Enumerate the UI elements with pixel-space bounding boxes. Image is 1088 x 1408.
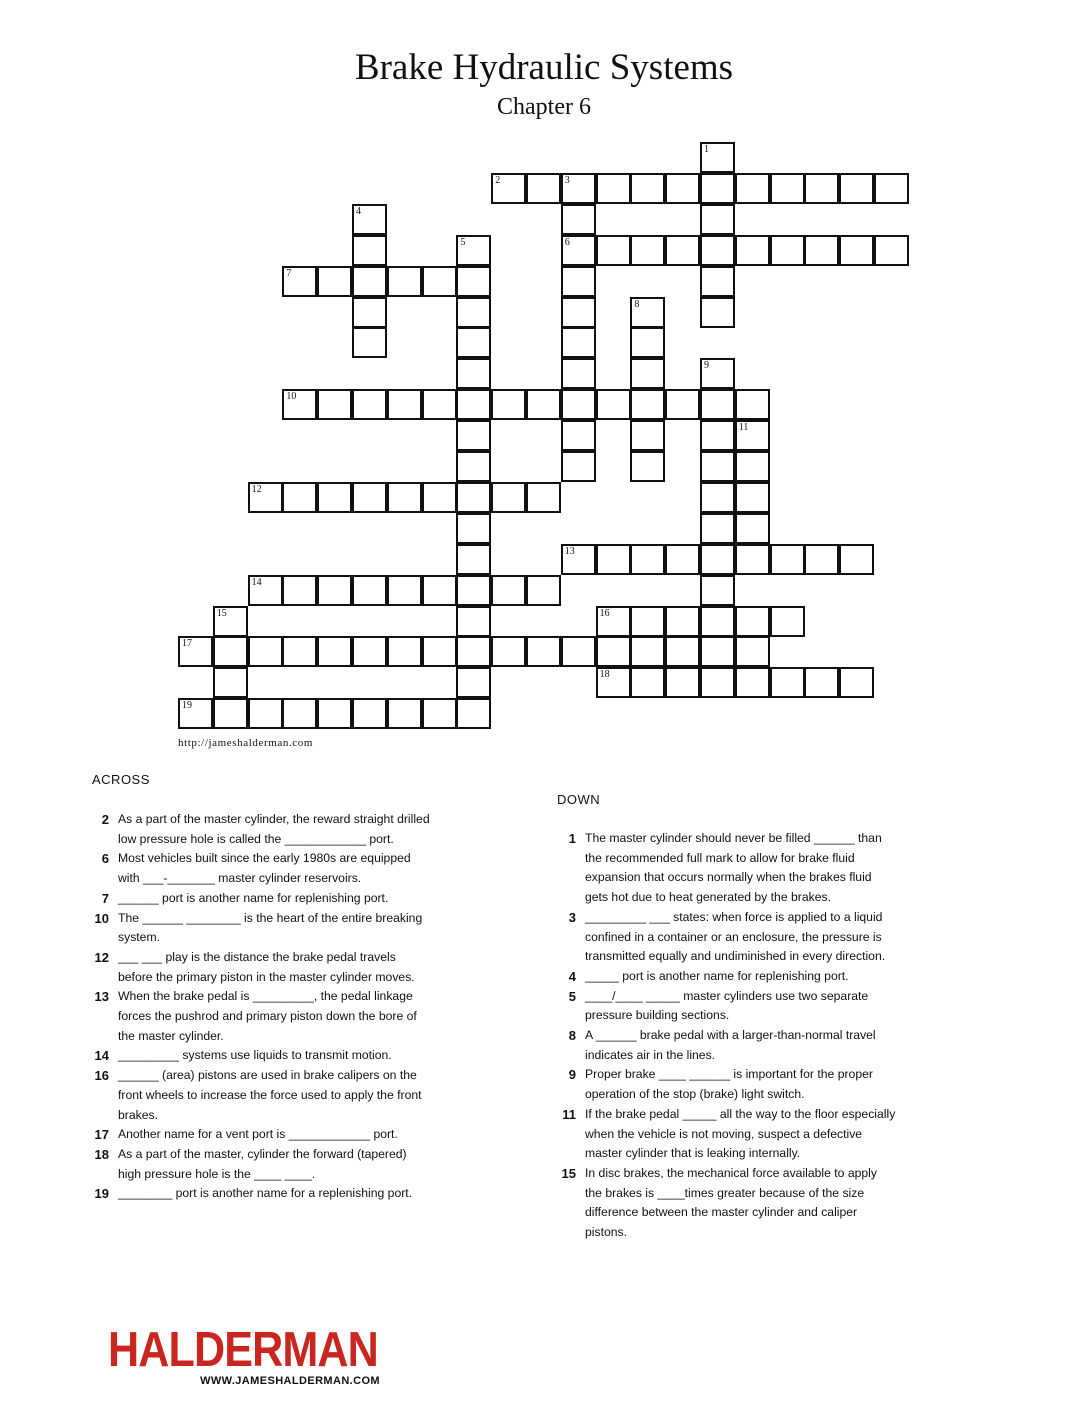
grid-cell[interactable] — [526, 575, 561, 606]
across-clue-number: 2 — [101, 812, 109, 827]
grid-cell[interactable] — [561, 389, 596, 420]
grid-cell[interactable] — [561, 327, 596, 358]
grid-cell[interactable] — [700, 204, 735, 235]
grid-cell[interactable] — [248, 482, 283, 513]
grid-cell[interactable] — [735, 420, 770, 451]
across-clue-list — [90, 810, 430, 1204]
source-url: http://jameshalderman.com — [178, 737, 314, 749]
down-clue-number: 11 — [562, 1106, 576, 1122]
clue-number: 17 — [182, 638, 192, 650]
grid-cell[interactable] — [387, 389, 422, 420]
page-subtitle: Chapter 6 — [497, 94, 591, 120]
across-clue-number: 7 — [101, 890, 109, 906]
grid-cell[interactable] — [456, 451, 491, 482]
grid-cell[interactable] — [665, 544, 700, 575]
grid-cell[interactable] — [282, 575, 317, 606]
clue-number: 16 — [599, 607, 610, 619]
grid-cell[interactable] — [770, 667, 805, 698]
across-clue-text: Most vehicles built since the early 1980s are equipped with ___-_______ master cylinder reservoirs. — [118, 851, 411, 886]
grid-cell[interactable] — [665, 173, 700, 204]
grid-cell[interactable] — [700, 235, 735, 266]
grid-cell[interactable] — [456, 297, 491, 328]
grid-cell[interactable] — [352, 266, 387, 297]
clue-number: 19 — [182, 700, 192, 712]
logo-wordmark: HALDERMAN — [108, 1323, 378, 1377]
grid-cell[interactable] — [248, 636, 283, 667]
grid-cell[interactable] — [700, 636, 735, 667]
down-clue — [557, 987, 897, 1026]
grid-cell[interactable] — [735, 482, 770, 513]
grid-cell[interactable] — [770, 173, 805, 204]
grid-cell[interactable] — [561, 173, 596, 204]
down-clue-number: 9 — [568, 1067, 576, 1083]
grid-cell[interactable] — [456, 358, 491, 389]
grid-cell[interactable] — [596, 667, 631, 698]
clue-number: 6 — [564, 236, 570, 248]
grid-cell[interactable] — [700, 575, 735, 606]
grid-cell[interactable] — [282, 698, 317, 729]
across-clue — [90, 1145, 430, 1184]
grid-cell[interactable] — [213, 606, 248, 637]
grid-cell[interactable] — [700, 389, 735, 420]
across-clue — [90, 810, 430, 849]
clue-number: 3 — [564, 174, 570, 186]
grid-cell[interactable] — [874, 173, 909, 204]
across-clue-number: 18 — [94, 1146, 109, 1162]
grid-cell[interactable] — [248, 698, 283, 729]
grid-cell[interactable] — [352, 389, 387, 420]
grid-cell[interactable] — [352, 204, 387, 235]
clue-number: 2 — [495, 174, 501, 186]
grid-cell[interactable] — [839, 173, 874, 204]
grid-cell[interactable] — [700, 606, 735, 637]
grid-cell[interactable] — [491, 389, 526, 420]
grid-cell[interactable] — [422, 482, 457, 513]
across-clue-text: Another name for a vent port is ____________ port. — [118, 1127, 398, 1142]
across-clue — [90, 1066, 430, 1125]
across-clue — [90, 909, 430, 948]
grid-cell[interactable] — [526, 482, 561, 513]
clue-number: 14 — [251, 576, 262, 588]
clue-number: 9 — [704, 360, 709, 372]
clue-number: 4 — [356, 205, 361, 217]
grid-cell[interactable] — [456, 482, 491, 513]
down-clue-text: _________ ___ states: when force is applied to a liquid confined in a container or an enclosure, the pressure is transmitted equally and undiminished in every direction. — [585, 909, 886, 964]
clue-number: 5 — [460, 236, 466, 248]
down-clue-text: The master cylinder should never be filled ______ than the recommended full mark to allow for brake fluid expansion that occurs normally when the brakes fluid gets hot due to heat generated by the brakes. — [585, 831, 882, 905]
across-clue-text: When the brake pedal is _________, the pedal linkage forces the pushrod and primary piston down the bore of the master cylinder. — [118, 989, 417, 1043]
clue-number: 13 — [564, 545, 575, 557]
down-clue-text: ____/____ _____ master cylinders use two separate pressure building sections. — [585, 988, 869, 1023]
grid-cell[interactable] — [596, 173, 631, 204]
grid-cell[interactable] — [526, 173, 561, 204]
clue-number: 11 — [738, 422, 749, 434]
grid-cell[interactable] — [526, 636, 561, 667]
grid-cell[interactable] — [456, 667, 491, 698]
grid-cell[interactable] — [630, 327, 665, 358]
grid-cell[interactable] — [422, 636, 457, 667]
grid-cell[interactable] — [700, 142, 735, 173]
grid-cell[interactable] — [561, 636, 596, 667]
down-clue-text: In disc brakes, the mechanical force available to apply the brakes is ____times greater because of the size difference between the master cylinder and caliper pistons. — [585, 1165, 877, 1240]
grid-cell[interactable] — [735, 235, 770, 266]
grid-cell[interactable] — [456, 420, 491, 451]
grid-cell[interactable] — [770, 235, 805, 266]
grid-cell[interactable] — [387, 575, 422, 606]
grid-cell[interactable] — [422, 266, 457, 297]
grid-cell[interactable] — [317, 575, 352, 606]
grid-cell[interactable] — [630, 636, 665, 667]
grid-cell[interactable] — [665, 235, 700, 266]
page-title: Brake Hydraulic Systems — [354, 47, 734, 88]
grid-cell[interactable] — [491, 173, 526, 204]
grid-cell[interactable] — [387, 698, 422, 729]
clue-number: 12 — [251, 483, 262, 495]
grid-cell[interactable] — [317, 389, 352, 420]
clue-number: 10 — [286, 391, 297, 403]
grid-cell[interactable] — [456, 636, 491, 667]
grid-cell[interactable] — [561, 235, 596, 266]
grid-cell[interactable] — [352, 327, 387, 358]
grid-cell[interactable] — [804, 173, 839, 204]
grid-cell[interactable] — [804, 235, 839, 266]
grid-cell[interactable] — [456, 698, 491, 729]
grid-cell[interactable] — [700, 482, 735, 513]
grid-cell[interactable] — [735, 667, 770, 698]
grid-cell[interactable] — [596, 544, 631, 575]
across-heading: ACROSS — [92, 772, 150, 787]
grid-cell[interactable] — [317, 482, 352, 513]
grid-cell[interactable] — [352, 235, 387, 266]
grid-cell[interactable] — [491, 482, 526, 513]
grid-cell[interactable] — [526, 389, 561, 420]
grid-cell[interactable] — [456, 389, 491, 420]
grid-cell[interactable] — [735, 636, 770, 667]
grid-cell[interactable] — [456, 544, 491, 575]
across-clue-text: As a part of the master, cylinder the forward (tapered) high pressure hole is the ____ ____. — [118, 1146, 407, 1181]
across-clue-number: 6 — [101, 851, 109, 867]
down-clue-number: 15 — [561, 1165, 576, 1181]
across-clue-number: 13 — [94, 989, 109, 1005]
down-clue-list — [557, 829, 897, 1243]
grid-cell[interactable] — [561, 266, 596, 297]
grid-cell[interactable] — [874, 235, 909, 266]
grid-cell[interactable] — [352, 636, 387, 667]
clue-number: 15 — [216, 607, 227, 619]
down-clue-number: 8 — [568, 1028, 576, 1044]
grid-cell[interactable] — [596, 389, 631, 420]
grid-cell[interactable] — [456, 513, 491, 544]
down-clue — [557, 967, 897, 987]
grid-cell[interactable] — [700, 173, 735, 204]
grid-cell[interactable] — [665, 606, 700, 637]
down-clue-text: A ______ brake pedal with a larger-than-normal travel indicates air in the lines. — [585, 1028, 876, 1062]
grid-cell[interactable] — [561, 420, 596, 451]
grid-cell[interactable] — [630, 389, 665, 420]
across-clue-number: 10 — [94, 910, 109, 926]
down-clue — [557, 1105, 897, 1164]
grid-cell[interactable] — [317, 636, 352, 667]
grid-cell[interactable] — [700, 297, 735, 328]
grid-cell[interactable] — [282, 636, 317, 667]
grid-cell[interactable] — [630, 667, 665, 698]
grid-cell[interactable] — [213, 667, 248, 698]
across-clue — [90, 1184, 430, 1204]
grid-cell[interactable] — [770, 544, 805, 575]
grid-cell[interactable] — [700, 266, 735, 297]
grid-cell[interactable] — [387, 266, 422, 297]
grid-cell[interactable] — [248, 575, 283, 606]
across-clue-text: ________ port is another name for a replenishing port. — [118, 1186, 413, 1201]
grid-cell[interactable] — [178, 636, 213, 667]
grid-cell[interactable] — [735, 173, 770, 204]
grid-cell[interactable] — [352, 482, 387, 513]
grid-cell[interactable] — [839, 235, 874, 266]
across-clue-text: ___ ___ play is the distance the brake pedal travels before the primary piston in the master cylinder moves. — [118, 949, 415, 984]
grid-cell[interactable] — [630, 451, 665, 482]
grid-cell[interactable] — [700, 667, 735, 698]
grid-cell[interactable] — [700, 358, 735, 389]
grid-cell[interactable] — [665, 636, 700, 667]
clue-number: 18 — [599, 669, 610, 681]
halderman-logo — [108, 1324, 380, 1378]
grid-cell[interactable] — [213, 636, 248, 667]
grid-cell[interactable] — [282, 389, 317, 420]
grid-cell[interactable] — [352, 297, 387, 328]
across-clue-number: 12 — [94, 949, 109, 965]
grid-cell[interactable] — [700, 544, 735, 575]
clue-number: 1 — [704, 144, 709, 155]
grid-cell[interactable] — [213, 698, 248, 729]
down-heading: DOWN — [557, 792, 601, 807]
grid-cell[interactable] — [561, 451, 596, 482]
across-clue-number: 16 — [94, 1068, 109, 1084]
grid-cell[interactable] — [630, 297, 665, 328]
grid-cell[interactable] — [700, 513, 735, 544]
grid-cell[interactable] — [491, 636, 526, 667]
grid-cell[interactable] — [665, 389, 700, 420]
down-clue — [557, 1065, 897, 1104]
grid-cell[interactable] — [630, 173, 665, 204]
down-clue — [557, 908, 897, 967]
grid-cell[interactable] — [561, 297, 596, 328]
grid-cell[interactable] — [770, 606, 805, 637]
grid-cell[interactable] — [630, 606, 665, 637]
across-clue — [90, 1125, 430, 1145]
grid-cell[interactable] — [422, 575, 457, 606]
grid-cell[interactable] — [735, 606, 770, 637]
across-clue-number: 19 — [94, 1186, 109, 1202]
down-clue-number: 1 — [568, 831, 576, 846]
down-clue-number: 5 — [568, 988, 576, 1004]
grid-cell[interactable] — [456, 266, 491, 297]
grid-cell[interactable] — [735, 389, 770, 420]
grid-cell[interactable] — [456, 606, 491, 637]
grid-cell[interactable] — [700, 451, 735, 482]
grid-cell[interactable] — [630, 358, 665, 389]
across-clue-text: ______ (area) pistons are used in brake calipers on the front wheels to increase the force used to apply the front brakes. — [118, 1068, 422, 1122]
grid-cell[interactable] — [630, 544, 665, 575]
grid-cell[interactable] — [735, 544, 770, 575]
down-clue-text: _____ port is another name for replenishing port. — [585, 968, 849, 983]
grid-cell[interactable] — [561, 358, 596, 389]
grid-cell[interactable] — [596, 235, 631, 266]
down-clue — [557, 829, 897, 908]
across-clue — [90, 987, 430, 1046]
grid-cell[interactable] — [282, 482, 317, 513]
grid-cell[interactable] — [387, 482, 422, 513]
grid-cell[interactable] — [352, 575, 387, 606]
down-clue-number: 3 — [568, 909, 576, 925]
grid-cell[interactable] — [839, 544, 874, 575]
across-clue — [90, 948, 430, 987]
grid-cell[interactable] — [700, 420, 735, 451]
grid-cell[interactable] — [596, 636, 631, 667]
grid-cell[interactable] — [839, 667, 874, 698]
down-clue-number: 4 — [568, 968, 576, 984]
grid-cell[interactable] — [804, 667, 839, 698]
across-clue-number: 17 — [94, 1127, 109, 1143]
clue-number: 7 — [286, 267, 292, 279]
across-clue — [90, 849, 430, 888]
grid-cell[interactable] — [630, 420, 665, 451]
across-clue-text: ______ port is another name for replenishing port. — [118, 890, 389, 905]
grid-cell[interactable] — [387, 636, 422, 667]
grid-cell[interactable] — [630, 235, 665, 266]
grid-cell[interactable] — [491, 575, 526, 606]
grid-cell[interactable] — [282, 266, 317, 297]
grid-cell[interactable] — [352, 698, 387, 729]
down-clue — [557, 1026, 897, 1065]
grid-cell[interactable] — [178, 698, 213, 729]
grid-cell[interactable] — [456, 575, 491, 606]
across-clue — [90, 889, 430, 909]
grid-cell[interactable] — [456, 327, 491, 358]
down-clue-text: Proper brake ____ ______ is important for the proper operation of the stop (brake) light switch. — [585, 1067, 873, 1102]
across-clue-text: The ______ ________ is the heart of the entire breaking system. — [118, 910, 423, 945]
grid-cell[interactable] — [561, 544, 596, 575]
across-clue-text: _________ systems use liquids to transmit motion. — [118, 1048, 392, 1063]
grid-cell[interactable] — [596, 606, 631, 637]
across-clue — [90, 1046, 430, 1066]
across-clue-text: As a part of the master cylinder, the reward straight drilled low pressure hole is called the ____________ port. — [118, 812, 430, 846]
grid-cell[interactable] — [422, 698, 457, 729]
grid-cell[interactable] — [804, 544, 839, 575]
across-clue-number: 14 — [94, 1048, 109, 1064]
down-clue-text: If the brake pedal _____ all the way to the floor especially when the vehicle is not moving, suspect a defective master cylinder that is leaking internally. — [585, 1106, 896, 1161]
down-clue — [557, 1164, 897, 1243]
grid-cell[interactable] — [735, 451, 770, 482]
grid-cell[interactable] — [317, 698, 352, 729]
clue-number: 8 — [634, 298, 640, 310]
logo-url: WWW.JAMESHALDERMAN.COM — [200, 1375, 380, 1387]
grid-cell[interactable] — [317, 266, 352, 297]
grid-cell[interactable] — [735, 513, 770, 544]
grid-cell[interactable] — [665, 667, 700, 698]
grid-cell[interactable] — [456, 235, 491, 266]
grid-cell[interactable] — [422, 389, 457, 420]
grid-cell[interactable] — [561, 204, 596, 235]
